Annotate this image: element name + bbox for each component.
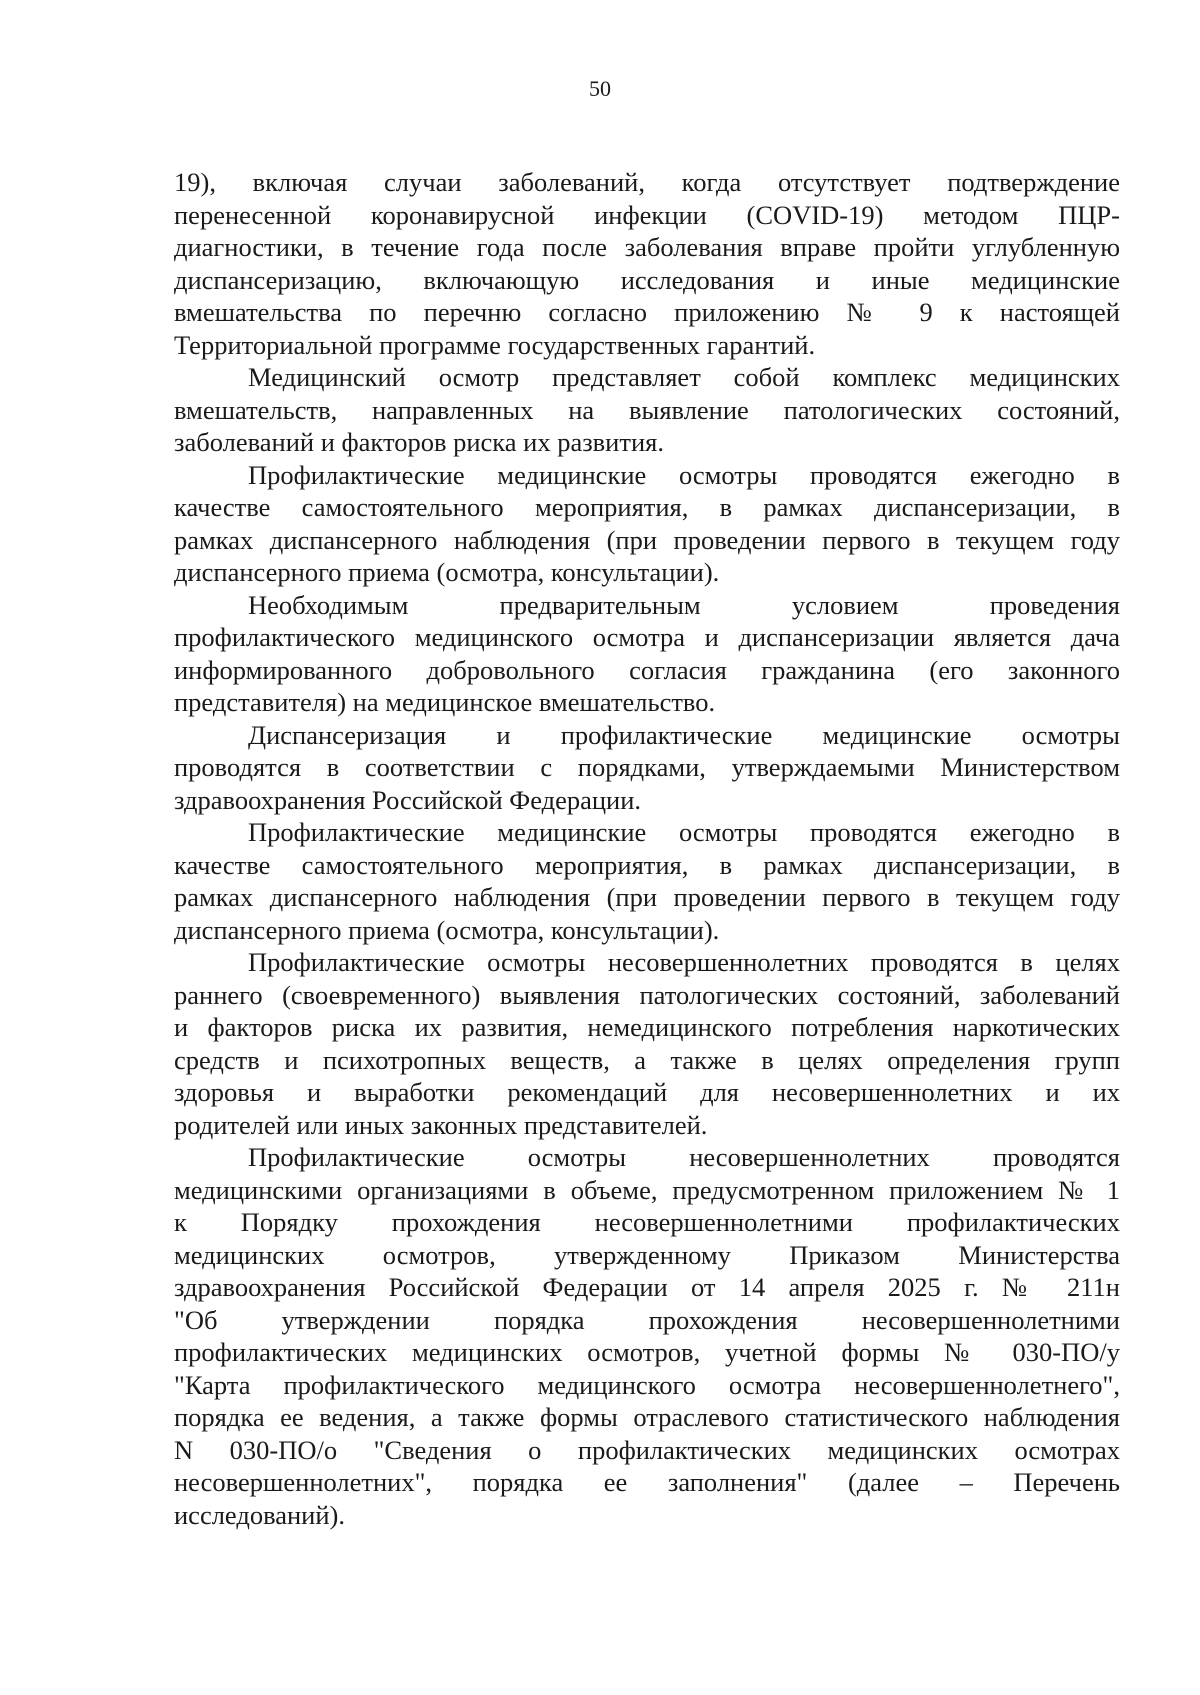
text-line: профилактического медицинского осмотра и диспансеризации является дача xyxy=(174,622,1120,652)
text-line: рамках диспансерного наблюдения (при проведении первого в текущем году xyxy=(174,882,1120,912)
paragraph xyxy=(174,816,1120,946)
text-line: диспансерного приема (осмотра, консультации). xyxy=(174,557,720,587)
text-line: родителей или иных законных представителей. xyxy=(174,1109,708,1140)
text-line: средств и психотропных веществ, а также в целях определения групп xyxy=(174,1044,1120,1075)
text-line: 19), включая случаи заболеваний, когда отсутствует подтверждение xyxy=(174,167,1120,197)
text-line: здравоохранения Российской Федерации от 14 апреля 2025 г. № 211н xyxy=(174,1272,1120,1302)
text-line: к Порядку прохождения несовершеннолетними профилактических xyxy=(174,1207,1120,1237)
text-line: диагностики, в течение года после заболевания вправе пройти углубленную xyxy=(174,232,1120,262)
text-line: диспансеризацию, включающую исследования и иные медицинские xyxy=(174,264,1120,295)
paragraph xyxy=(174,946,1120,1141)
text-line: заболеваний и факторов риска их развития. xyxy=(174,427,664,457)
text-line: Территориальной программе государственных гарантий. xyxy=(174,329,816,360)
text-line: Профилактические осмотры несовершеннолетних проводятся xyxy=(248,1142,1120,1172)
document-body xyxy=(174,166,1120,1531)
text-line: здравоохранения Российской Федерации. xyxy=(174,784,642,815)
text-line: Профилактические медицинские осмотры проводятся ежегодно в xyxy=(248,459,1120,490)
paragraph-continuation xyxy=(174,166,1120,361)
paragraph xyxy=(174,589,1120,719)
text-line: порядка ее ведения, а также формы отраслевого статистического наблюдения xyxy=(174,1402,1120,1432)
text-line: несовершеннолетних", порядка ее заполнения" (далее – Перечень xyxy=(174,1467,1120,1497)
text-line: качестве самостоятельного мероприятия, в рамках диспансеризации, в xyxy=(174,849,1120,880)
text-line: перенесенной коронавирусной инфекции (COVID-19) методом ПЦР- xyxy=(174,199,1120,230)
text-line: проводятся в соответствии с порядками, утверждаемыми Министерством xyxy=(174,752,1120,782)
text-line: профилактических медицинских осмотров, учетной формы № 030-ПО/у xyxy=(174,1337,1120,1367)
text-line: "Карта профилактического медицинского осмотра несовершеннолетнего", xyxy=(174,1369,1120,1400)
paragraph xyxy=(174,459,1120,589)
text-line: Необходимым предварительным условием проведения xyxy=(248,589,1120,620)
text-line: качестве самостоятельного мероприятия, в рамках диспансеризации, в xyxy=(174,492,1120,522)
text-line: вмешательства по перечню согласно приложению № 9 к настоящей xyxy=(174,297,1120,327)
text-line: диспансерного приема (осмотра, консультации). xyxy=(174,914,720,945)
text-line: вмешательств, направленных на выявление патологических состояний, xyxy=(174,394,1120,425)
text-line: исследований). xyxy=(174,1499,345,1530)
text-line: Диспансеризация и профилактические медицинские осмотры xyxy=(248,719,1120,750)
text-line: медицинских осмотров, утвержденному Приказом Министерства xyxy=(174,1239,1120,1270)
text-line: Профилактические медицинские осмотры проводятся ежегодно в xyxy=(248,817,1120,847)
text-line: и факторов риска их развития, немедицинского потребления наркотических xyxy=(174,1012,1120,1042)
text-line: Профилактические осмотры несовершеннолетних проводятся в целях xyxy=(248,947,1120,977)
text-line: информированного добровольного согласия гражданина (его законного xyxy=(174,654,1120,685)
text-line: представителя) на медицинское вмешательство. xyxy=(174,687,716,717)
paragraph xyxy=(174,361,1120,459)
paragraph xyxy=(174,1141,1120,1531)
text-line: Медицинский осмотр представляет собой комплекс медицинских xyxy=(248,362,1120,392)
paragraph xyxy=(174,719,1120,817)
text-line: рамках диспансерного наблюдения (при проведении первого в текущем году xyxy=(174,524,1120,555)
page-number: 50 xyxy=(589,76,611,101)
text-line: медицинскими организациями в объеме, предусмотренном приложением № 1 xyxy=(174,1174,1120,1205)
text-line: здоровья и выработки рекомендаций для несовершеннолетних и их xyxy=(174,1077,1120,1107)
text-line: раннего (своевременного) выявления патологических состояний, заболеваний xyxy=(174,979,1120,1010)
text-line: N 030-ПО/о "Сведения о профилактических медицинских осмотрах xyxy=(174,1434,1120,1465)
text-line: "Об утверждении порядка прохождения несовершеннолетними xyxy=(174,1304,1120,1335)
